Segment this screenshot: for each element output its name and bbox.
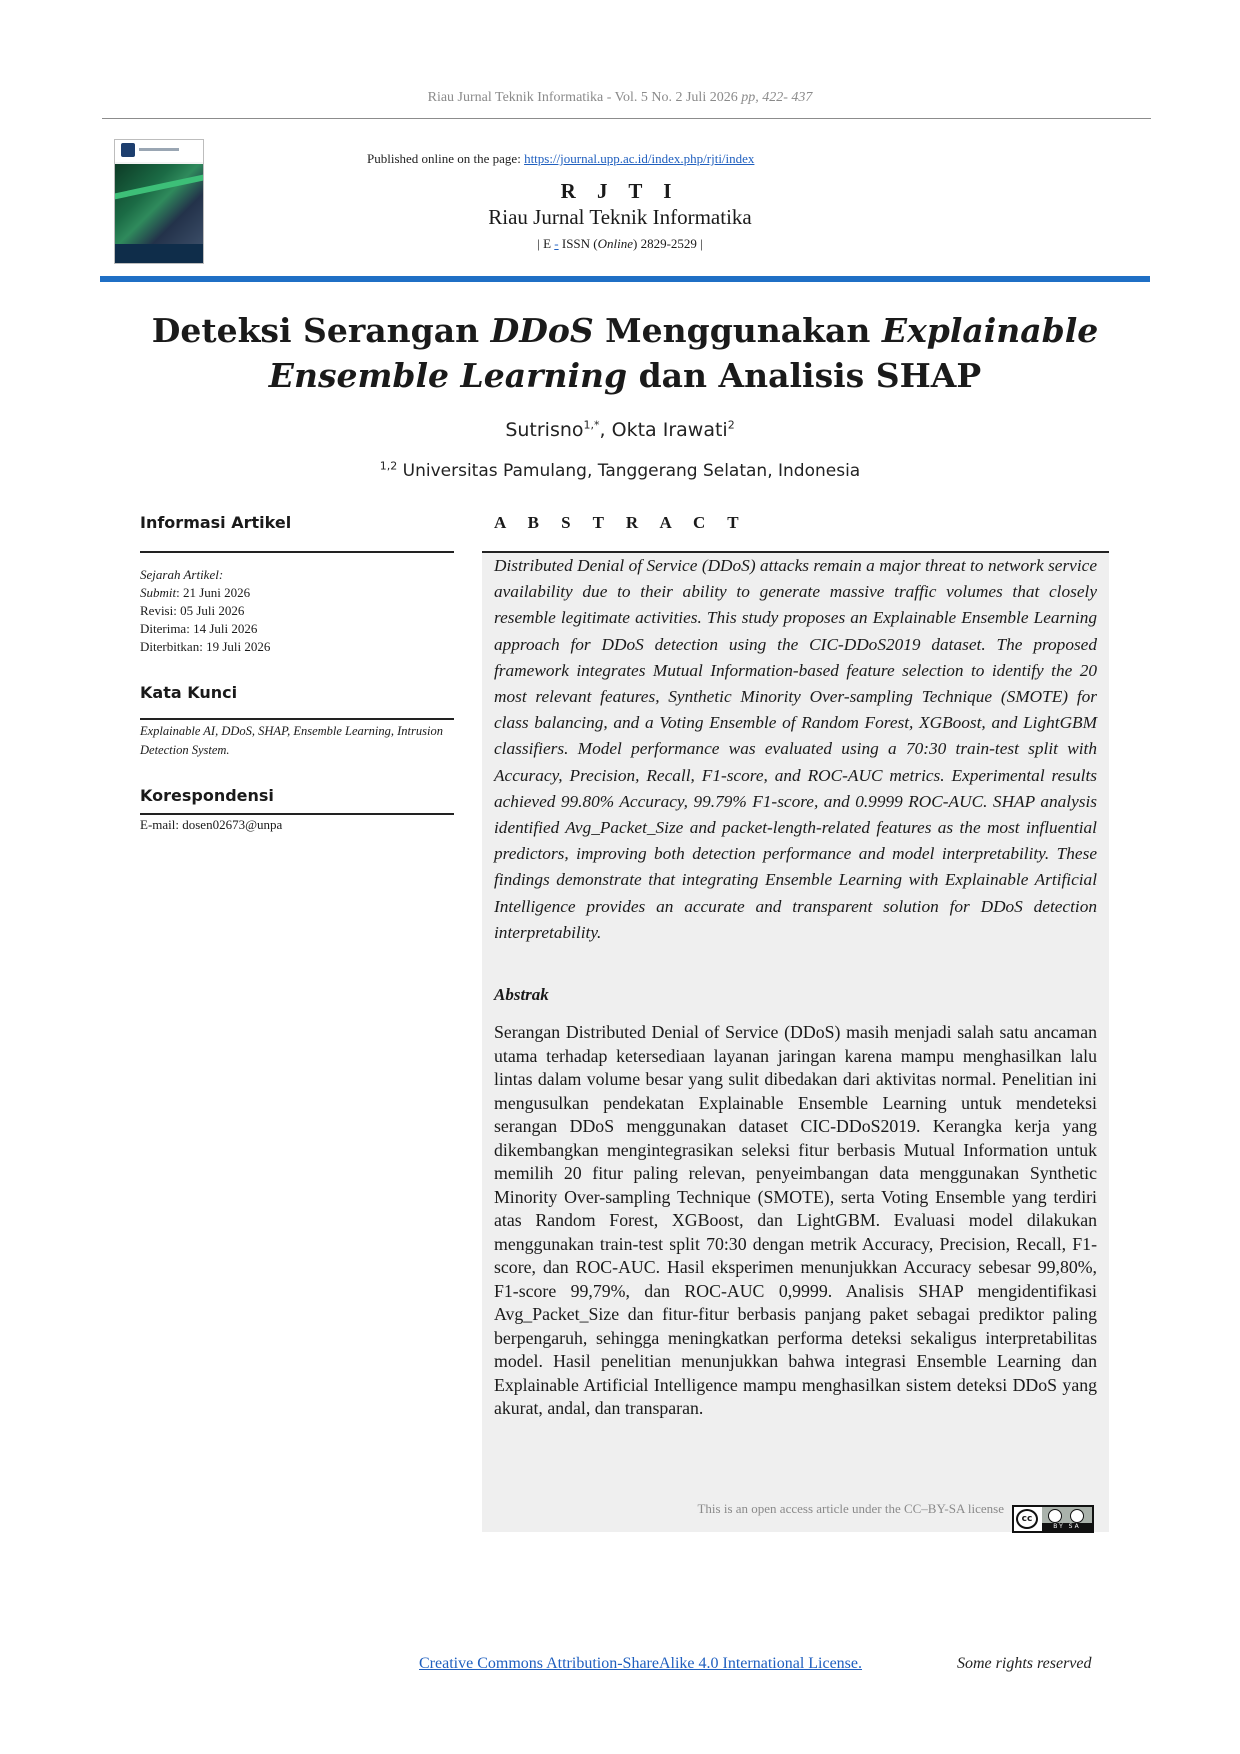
cc-logo-icon: cc (1016, 1509, 1038, 1529)
issn-line (0, 236, 1240, 252)
history-label: Sejarah Artikel: (140, 567, 224, 582)
published-online-line (367, 151, 847, 167)
author-1: Sutrisno (505, 419, 584, 441)
journal-url-link[interactable]: https://journal.upp.ac.id/index.php/rjti/index (524, 151, 755, 166)
issn-dash: - (554, 236, 559, 251)
submit-date: : 21 Juni 2026 (176, 585, 251, 600)
title-part-5: dan Analisis SHAP (627, 356, 982, 395)
accent-divider (100, 276, 1150, 282)
author-2-affiliation-mark: 2 (727, 418, 735, 432)
running-header (0, 90, 1240, 106)
cc-by-sa-badge-icon[interactable] (1012, 1505, 1094, 1533)
abstract-indonesian: Serangan Distributed Denial of Service (DDoS) masih menjadi salah satu ancaman utama terhadap ketersediaan layanan jaringan karena mampu menghasilkan lalu lintas dalam volume besar yang sulit dibedakan dari aktivitas normal. Penelitian ini mengusulkan pendekatan Explainable Ensemble Learning untuk mendeteksi serangan DDoS menggunakan dataset CIC-DDoS2019. Kerangka kerja yang dikembangkan mengintegrasikan seleksi fitur berbasis Mutual Information untuk memilih 20 fitur paling relevan, penyeimbangan data menggunakan Synthetic Minority Over-sampling Technique (SMOTE), serta Voting Ensemble yang terdiri atas Random Forest, XGBoost, dan LightGBM. Evaluasi model dilakukan menggunakan train-test split 70:30 dengan metrik Accuracy, Precision, Recall, F1-score, dan ROC-AUC. Hasil eksperimen menunjukkan Accuracy sebesar 99,80%, F1-score 99,79%, dan ROC-AUC 0,9999. Analisis SHAP mengidentifikasi Avg_Packet_Size dan fitur-fitur berbasis panjang paket sebagai prediktor paling berpengaruh, sehingga meningkatkan performa deteksi sekaligus interpretabilitas model. Hasil penelitian menunjukkan bahwa integrasi Ensemble Learning dan Explainable Artificial Intelligence mampu menghasilkan sistem deteksi DDoS yang akurat, andal, dan transparan. (494, 1022, 1097, 1418)
running-header-text: Riau Jurnal Teknik Informatika - Vol. 5 No. 2 Juli 2026 (427, 90, 738, 105)
license-footer-link[interactable]: Creative Commons Attribution-ShareAlike 4.0 International License. (419, 1655, 863, 1672)
cc-badge-label: BY SA (1042, 1523, 1092, 1531)
author-2: Okta Irawati (611, 419, 728, 441)
correspondence-rule (140, 813, 454, 815)
paper-title (110, 308, 1140, 398)
attribution-icon (1048, 1509, 1062, 1523)
abstract-english: Distributed Denial of Service (DDoS) attacks remain a major threat to network service availability due to their ability to generate massive traffic volumes that closely resemble legitimate activities. This study proposes an Explainable Ensemble Learning approach for DDoS detection using the CIC-DDoS2019 dataset. The proposed framework integrates Mutual Information-based feature selection to identify the 20 most relevant features, Synthetic Minority Over-sampling Technique (SMOTE) for class balancing, and a Voting Ensemble of Random Forest, XGBoost, and LightGBM classifiers. Model performance was evaluated using a 70:30 train-test split with Accuracy, Precision, Recall, F1-score, and ROC-AUC metrics. Experimental results achieved 99.80% Accuracy, 99.79% F1-score, and 0.9999 ROC-AUC. SHAP analysis identified Avg_Packet_Size and packet-length-related features as the most influential predictors, improving both detection performance and model interpretability. These findings demonstrate that integrating Ensemble Learning with Explainable Artificial Intelligence provides an accurate and transparent solution for DDoS detection interpretability. (494, 556, 1097, 942)
rights-reserved: Some rights reserved (957, 1655, 1092, 1672)
keywords-rule (140, 718, 454, 720)
published-online-label: Published online on the page: (367, 151, 521, 166)
title-part-1: Deteksi Serangan (151, 311, 491, 350)
article-info-rule (140, 551, 454, 553)
article-history (140, 566, 454, 656)
article-info-heading: Informasi Artikel (140, 513, 292, 532)
accepted-date: Diterima: 14 Juli 2026 (140, 621, 258, 636)
issn-suffix: ) 2829-2529 | (633, 236, 703, 251)
affiliation-mark: 1,2 (379, 459, 398, 473)
title-part-3: Menggunakan (593, 311, 882, 350)
affiliation (0, 461, 1240, 481)
correspondence-email: E-mail: dosen02673@unpa (140, 817, 283, 832)
journal-abbreviation: R J T I (560, 179, 680, 203)
submit-label: Submit (140, 585, 177, 600)
license-note: This is an open access article under the CC–BY-SA license (697, 1501, 1004, 1516)
abstract-heading: A B S T R A C T (494, 513, 748, 532)
issn-online: Online (597, 236, 634, 251)
published-date: Diterbitkan: 19 Juli 2026 (140, 639, 271, 654)
share-alike-icon (1070, 1509, 1084, 1523)
keywords-text: Explainable AI, DDoS, SHAP, Ensemble Learning, Intrusion Detection System. (140, 724, 443, 757)
header-divider (102, 118, 1151, 119)
title-part-2: DDoS (490, 311, 594, 350)
issn-mid: ISSN ( (558, 236, 598, 251)
journal-name: Riau Jurnal Teknik Informatika (488, 205, 752, 229)
revision-date: Revisi: 05 Juli 2026 (140, 603, 245, 618)
running-header-pages: pp, 422- 437 (741, 90, 813, 105)
correspondence-heading: Korespondensi (140, 786, 274, 805)
cover-image (115, 164, 203, 244)
cover-title-line (139, 148, 179, 151)
affiliation-text: Universitas Pamulang, Tanggerang Selatan, Indonesia (397, 461, 861, 481)
abstrak-heading: Abstrak (494, 985, 549, 1004)
cover-logo-icon (121, 143, 135, 157)
title-part-4: Explainable Ensemble Learning (268, 311, 1099, 395)
author-1-affiliation-mark: 1,* (583, 418, 600, 432)
author-separator: , (599, 419, 612, 441)
keywords-heading: Kata Kunci (140, 683, 238, 702)
issn-prefix: | E (537, 236, 552, 251)
author-list (0, 419, 1240, 441)
